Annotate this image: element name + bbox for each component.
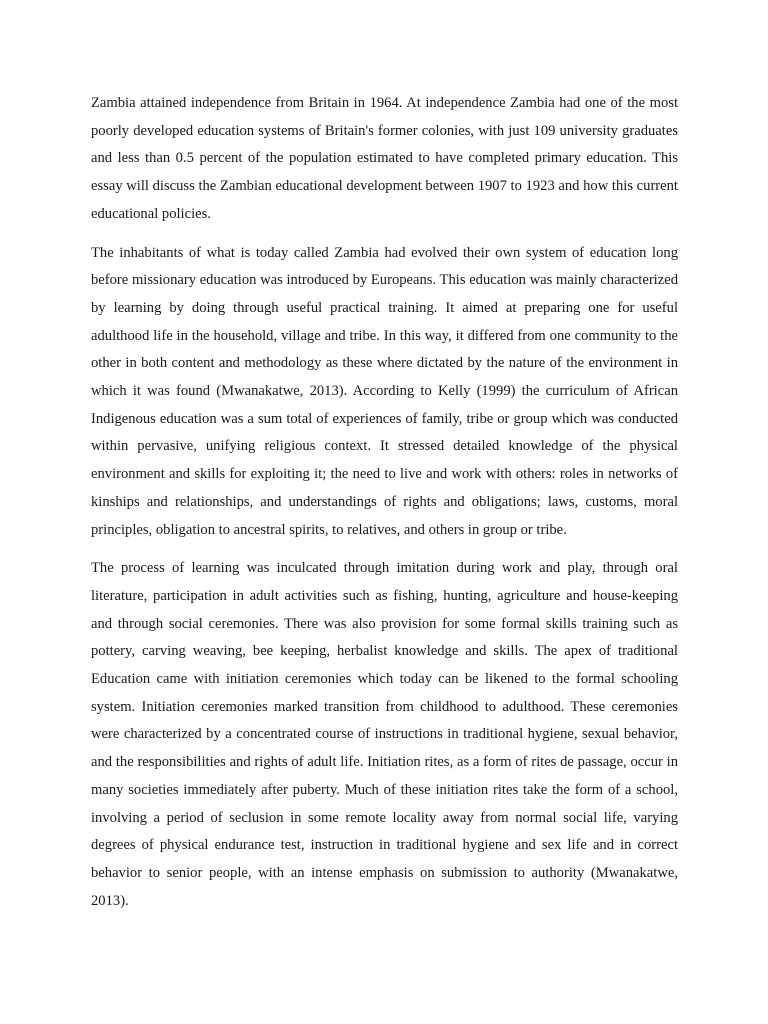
paragraph-indigenous-education: The inhabitants of what is today called Zambia had evolved their own system of education long before missionary education was introduced by Europeans. This education was mainly characterized by learning by doing through useful practical training. It aimed at preparing one for useful adulthood life in the household, village and tribe. In this way, it differed from one community to the other in both content and methodology as these where dictated by the nature of the environment in which it was found (Mwanakatwe, 2013). According to Kelly (1999) the curriculum of African Indigenous education was a sum total of experiences of family, tribe or group which was conducted within pervasive, unifying religious context. It stressed detailed knowledge of the physical environment and skills for exploiting it; the need to live and work with others: roles in networks of kinships and relationships, and understandings of rights and obligations; laws, customs, moral principles, obligation to ancestral spirits, to relatives, and others in group or tribe. bbox=[91, 244, 678, 538]
paragraph-independence: Zambia attained independence from Britain in 1964. At independence Zambia had one of the most poorly developed education systems of Britain's former colonies, with just 109 university graduates and less than 0.5 percent of the population estimated to have completed primary education. This essay will discuss the Zambian educational development between 1907 to 1923 and how this current educational policies. bbox=[91, 95, 678, 222]
paragraph-learning-process: The process of learning was inculcated through imitation during work and play, through oral literature, participation in adult activities such as fishing, hunting, agriculture and house-keeping and through social ceremonies. There was also provision for some formal skills training such as pottery, carving weaving, bee keeping, herbalist knowledge and skills. The apex of traditional Education came with initiation ceremonies which today can be likened to the formal schooling system. Initiation ceremonies marked transition from childhood to adulthood. These ceremonies were characterized by a concentrated course of instructions in traditional hygiene, sexual behavior, and the responsibilities and rights of adult life. Initiation rites, as a form of rites de passage, occur in many societies immediately after puberty. Much of these initiation rites take the form of a school, involving a period of seclusion in some remote locality away from normal social life, varying degrees of physical endurance test, instruction in traditional hygiene and sex life and in correct behavior to senior people, with an intense emphasis on submission to authority (Mwanakatwe, 2013). bbox=[91, 560, 678, 909]
document-body bbox=[91, 90, 678, 926]
